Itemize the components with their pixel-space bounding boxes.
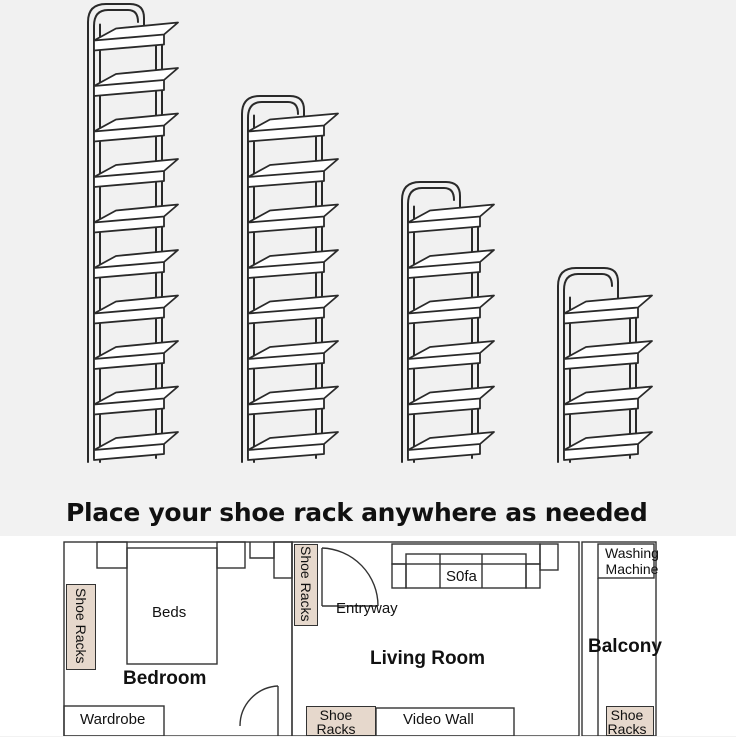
shelf: [408, 296, 494, 324]
shelf: [248, 250, 338, 278]
balcony-title: Balcony: [588, 636, 662, 657]
washing-machine-label: [600, 545, 664, 577]
racks-text: Racks: [316, 721, 356, 737]
shelf: [94, 341, 178, 369]
shelf: [248, 114, 338, 142]
shelf: [94, 159, 178, 187]
shelf: [564, 341, 652, 369]
shoe-rack-3: [402, 182, 494, 462]
floor-plan: [0, 536, 736, 736]
shelf: [564, 432, 652, 460]
shoe-rack-1: [88, 4, 178, 462]
shelf: [248, 296, 338, 324]
shoe-rack-4: [558, 268, 652, 462]
shelf: [248, 432, 338, 460]
shelf: [248, 387, 338, 415]
headline: Place your shoe rack anywhere as needed: [66, 498, 648, 527]
shelf: [408, 250, 494, 278]
shelf: [94, 68, 178, 96]
beds-label: Beds: [152, 604, 187, 621]
entryway-label: Entryway: [336, 600, 398, 617]
shelf: [248, 159, 338, 187]
balcony-shoe-racks-label: [606, 708, 648, 736]
shelf: [248, 341, 338, 369]
racks-text: Racks: [607, 721, 647, 737]
machine-text: Machine: [605, 561, 659, 577]
shelf: [94, 387, 178, 415]
wardrobe-label: Wardrobe: [80, 711, 146, 728]
living-room-title: Living Room: [370, 648, 486, 669]
shelf: [408, 205, 494, 233]
shelf: [408, 341, 494, 369]
bedroom-title: Bedroom: [123, 668, 207, 689]
shelf: [94, 23, 178, 51]
video-wall-label: Video Wall: [403, 711, 474, 728]
shelf: [564, 296, 652, 324]
shelf: [94, 205, 178, 233]
shoe-text: Shoe: [610, 707, 644, 723]
living-top-shoe-racks-label: Shoe Racks: [298, 546, 314, 622]
shelf: [248, 205, 338, 233]
shelf: [564, 387, 652, 415]
living-bottom-shoe-racks-label: [306, 708, 366, 736]
shelf: [408, 432, 494, 460]
sofa-label: S0fa: [446, 568, 477, 585]
shoe-rack-2: [242, 96, 338, 462]
bedroom-shoe-racks-label: Shoe Racks: [73, 588, 89, 664]
washing-text: Washing: [605, 545, 659, 561]
shelf: [94, 250, 178, 278]
shelf: [94, 114, 178, 142]
shelf: [94, 296, 178, 324]
shoe-text: Shoe: [319, 707, 353, 723]
shelf: [408, 387, 494, 415]
shelf: [94, 432, 178, 460]
